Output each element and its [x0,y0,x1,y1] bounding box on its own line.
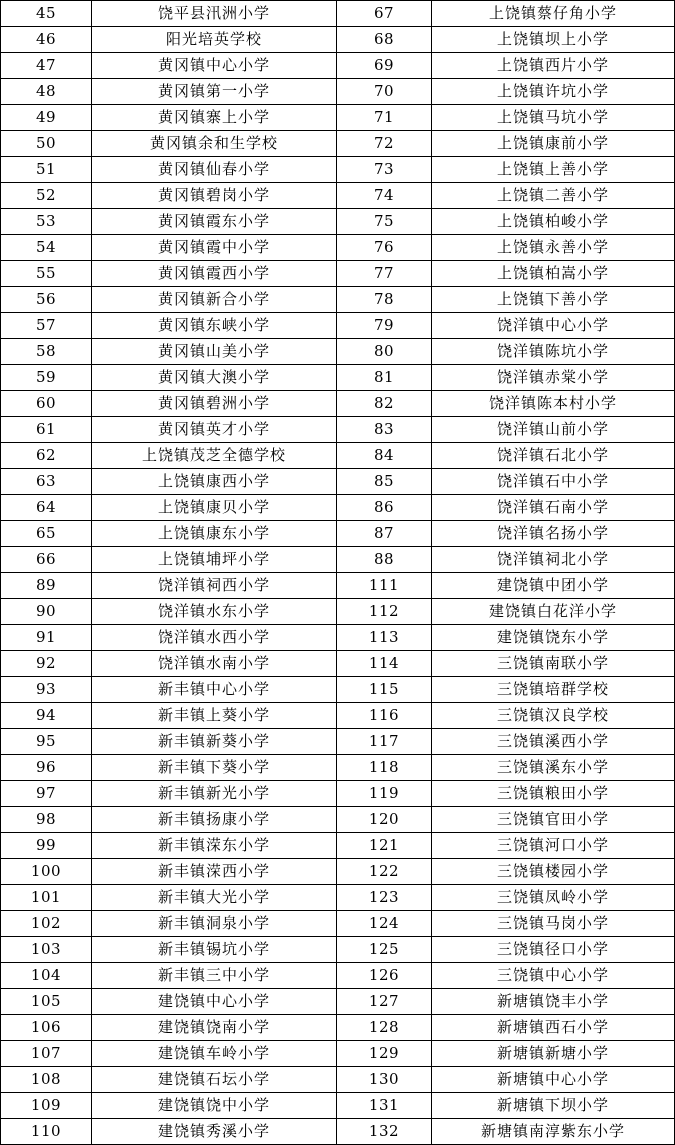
table-row [1,1015,675,1041]
table-row [1,469,675,495]
school-number-cell: 126 [337,963,432,989]
school-name-cell: 新塘镇南淳紫东小学 [432,1119,675,1145]
table-row [1,365,675,391]
school-name-cell: 新塘镇中心小学 [432,1067,675,1093]
school-name-cell: 三饶镇中心小学 [432,963,675,989]
table-row [1,1,675,27]
school-number-cell: 117 [337,729,432,755]
school-number-cell: 119 [337,781,432,807]
school-number-cell: 52 [1,183,92,209]
school-number-cell: 111 [337,573,432,599]
table-row [1,885,675,911]
school-number-cell: 53 [1,209,92,235]
table-row [1,599,675,625]
school-number-cell: 64 [1,495,92,521]
school-number-cell: 102 [1,911,92,937]
school-number-cell: 81 [337,365,432,391]
school-name-cell: 三饶镇河口小学 [432,833,675,859]
school-number-cell: 54 [1,235,92,261]
school-number-cell: 70 [337,79,432,105]
table-row [1,521,675,547]
school-number-cell: 59 [1,365,92,391]
table-row [1,937,675,963]
school-name-cell: 黄冈镇霞西小学 [92,261,337,287]
school-name-cell: 新丰镇新葵小学 [92,729,337,755]
school-number-cell: 76 [337,235,432,261]
school-name-cell: 黄冈镇第一小学 [92,79,337,105]
school-name-cell: 黄冈镇东峡小学 [92,313,337,339]
school-name-cell: 饶洋镇水西小学 [92,625,337,651]
school-name-cell: 黄冈镇霞东小学 [92,209,337,235]
school-name-cell: 新塘镇西石小学 [432,1015,675,1041]
table-row [1,729,675,755]
school-number-cell: 99 [1,833,92,859]
school-number-cell: 124 [337,911,432,937]
school-number-cell: 91 [1,625,92,651]
school-name-cell: 上饶镇下善小学 [432,287,675,313]
school-name-cell: 饶洋镇祠西小学 [92,573,337,599]
school-list-body [1,1,675,1145]
school-name-cell: 饶洋镇山前小学 [432,417,675,443]
table-row [1,651,675,677]
school-name-cell: 饶洋镇石南小学 [432,495,675,521]
school-name-cell: 黄冈镇中心小学 [92,53,337,79]
table-row [1,391,675,417]
table-row [1,209,675,235]
school-name-cell: 上饶镇上善小学 [432,157,675,183]
school-name-cell: 上饶镇永善小学 [432,235,675,261]
school-name-cell: 建饶镇中心小学 [92,989,337,1015]
school-number-cell: 61 [1,417,92,443]
school-number-cell: 80 [337,339,432,365]
school-name-cell: 饶洋镇名扬小学 [432,521,675,547]
school-name-cell: 上饶镇柏峻小学 [432,209,675,235]
school-name-cell: 饶洋镇中心小学 [432,313,675,339]
school-name-cell: 上饶镇西片小学 [432,53,675,79]
school-number-cell: 89 [1,573,92,599]
school-number-cell: 129 [337,1041,432,1067]
school-number-cell: 50 [1,131,92,157]
school-name-cell: 饶洋镇陈坑小学 [432,339,675,365]
table-row [1,287,675,313]
school-name-cell: 新丰镇三中小学 [92,963,337,989]
school-name-cell: 建饶镇白花洋小学 [432,599,675,625]
school-name-cell: 黄冈镇碧洲小学 [92,391,337,417]
school-number-cell: 51 [1,157,92,183]
school-number-cell: 106 [1,1015,92,1041]
school-name-cell: 上饶镇二善小学 [432,183,675,209]
table-row [1,235,675,261]
school-number-cell: 66 [1,547,92,573]
school-name-cell: 饶洋镇祠北小学 [432,547,675,573]
table-row [1,859,675,885]
school-number-cell: 97 [1,781,92,807]
school-name-cell: 上饶镇柏嵩小学 [432,261,675,287]
table-row [1,573,675,599]
table-row [1,183,675,209]
school-name-cell: 黄冈镇碧岗小学 [92,183,337,209]
school-name-cell: 新丰镇扬康小学 [92,807,337,833]
school-number-cell: 55 [1,261,92,287]
table-row [1,131,675,157]
school-number-cell: 92 [1,651,92,677]
table-row [1,443,675,469]
school-name-cell: 饶洋镇水南小学 [92,651,337,677]
school-name-cell: 建饶镇秀溪小学 [92,1119,337,1145]
school-number-cell: 82 [337,391,432,417]
school-name-cell: 黄冈镇山美小学 [92,339,337,365]
school-number-cell: 93 [1,677,92,703]
school-name-cell: 三饶镇径口小学 [432,937,675,963]
school-number-cell: 113 [337,625,432,651]
school-name-cell: 饶平县汛洲小学 [92,1,337,27]
school-name-cell: 三饶镇溪西小学 [432,729,675,755]
school-name-cell: 建饶镇中团小学 [432,573,675,599]
school-number-cell: 57 [1,313,92,339]
school-number-cell: 104 [1,963,92,989]
school-number-cell: 84 [337,443,432,469]
school-name-cell: 新丰镇上葵小学 [92,703,337,729]
school-number-cell: 95 [1,729,92,755]
school-number-cell: 110 [1,1119,92,1145]
school-name-cell: 新丰镇下葵小学 [92,755,337,781]
school-name-cell: 饶洋镇石北小学 [432,443,675,469]
school-number-cell: 62 [1,443,92,469]
table-row [1,755,675,781]
school-number-cell: 103 [1,937,92,963]
table-row [1,1067,675,1093]
school-name-cell: 三饶镇楼园小学 [432,859,675,885]
school-name-cell: 上饶镇康前小学 [432,131,675,157]
school-number-cell: 116 [337,703,432,729]
school-number-cell: 128 [337,1015,432,1041]
school-number-cell: 88 [337,547,432,573]
table-row [1,27,675,53]
school-name-cell: 上饶镇埔坪小学 [92,547,337,573]
school-number-cell: 48 [1,79,92,105]
table-row [1,79,675,105]
school-name-cell: 建饶镇石坛小学 [92,1067,337,1093]
table-row [1,1119,675,1145]
table-row [1,625,675,651]
school-name-cell: 阳光培英学校 [92,27,337,53]
school-name-cell: 上饶镇许坑小学 [432,79,675,105]
school-name-cell: 上饶镇康东小学 [92,521,337,547]
school-number-cell: 122 [337,859,432,885]
school-name-cell: 黄冈镇霞中小学 [92,235,337,261]
school-number-cell: 125 [337,937,432,963]
school-name-cell: 建饶镇车岭小学 [92,1041,337,1067]
school-number-cell: 108 [1,1067,92,1093]
table-row [1,157,675,183]
school-name-cell: 建饶镇饶东小学 [432,625,675,651]
school-name-cell: 黄冈镇大澳小学 [92,365,337,391]
school-name-cell: 饶洋镇赤棠小学 [432,365,675,391]
school-number-cell: 74 [337,183,432,209]
school-number-cell: 118 [337,755,432,781]
school-name-cell: 新丰镇中心小学 [92,677,337,703]
school-number-cell: 112 [337,599,432,625]
school-number-cell: 79 [337,313,432,339]
school-number-cell: 94 [1,703,92,729]
school-number-cell: 101 [1,885,92,911]
school-number-cell: 120 [337,807,432,833]
table-row [1,53,675,79]
school-name-cell: 三饶镇培群学校 [432,677,675,703]
school-name-cell: 上饶镇蔡仔角小学 [432,1,675,27]
school-number-cell: 68 [337,27,432,53]
school-name-cell: 新塘镇新塘小学 [432,1041,675,1067]
school-name-cell: 建饶镇饶中小学 [92,1093,337,1119]
school-name-cell: 三饶镇官田小学 [432,807,675,833]
school-name-cell: 上饶镇康西小学 [92,469,337,495]
school-name-cell: 新塘镇下坝小学 [432,1093,675,1119]
school-number-cell: 121 [337,833,432,859]
school-number-cell: 127 [337,989,432,1015]
school-number-cell: 65 [1,521,92,547]
school-name-cell: 三饶镇马岗小学 [432,911,675,937]
school-number-cell: 83 [337,417,432,443]
school-number-cell: 114 [337,651,432,677]
school-name-cell: 饶洋镇陈本村小学 [432,391,675,417]
school-number-cell: 132 [337,1119,432,1145]
table-row [1,313,675,339]
school-number-cell: 60 [1,391,92,417]
school-number-cell: 105 [1,989,92,1015]
school-name-cell: 新塘镇饶丰小学 [432,989,675,1015]
school-name-cell: 饶洋镇水东小学 [92,599,337,625]
school-number-cell: 69 [337,53,432,79]
school-number-cell: 73 [337,157,432,183]
school-name-cell: 饶洋镇石中小学 [432,469,675,495]
school-number-cell: 71 [337,105,432,131]
school-name-cell: 新丰镇溁东小学 [92,833,337,859]
table-row [1,105,675,131]
school-number-cell: 107 [1,1041,92,1067]
school-name-cell: 三饶镇粮田小学 [432,781,675,807]
table-row [1,807,675,833]
school-number-cell: 86 [337,495,432,521]
school-name-cell: 三饶镇溪东小学 [432,755,675,781]
school-number-cell: 47 [1,53,92,79]
table-row [1,781,675,807]
table-row [1,417,675,443]
school-number-cell: 67 [337,1,432,27]
school-name-cell: 黄冈镇英才小学 [92,417,337,443]
table-row [1,833,675,859]
table-row [1,261,675,287]
school-number-cell: 87 [337,521,432,547]
school-number-cell: 56 [1,287,92,313]
table-row [1,963,675,989]
school-number-cell: 58 [1,339,92,365]
school-name-cell: 黄冈镇新合小学 [92,287,337,313]
school-name-cell: 黄冈镇寨上小学 [92,105,337,131]
school-name-cell: 上饶镇茂芝全德学校 [92,443,337,469]
school-number-cell: 78 [337,287,432,313]
school-name-cell: 建饶镇饶南小学 [92,1015,337,1041]
table-row [1,677,675,703]
table-row [1,911,675,937]
school-name-cell: 三饶镇凤岭小学 [432,885,675,911]
school-number-cell: 115 [337,677,432,703]
school-number-cell: 85 [337,469,432,495]
table-row [1,1093,675,1119]
table-row [1,495,675,521]
school-number-cell: 45 [1,1,92,27]
school-name-cell: 新丰镇大光小学 [92,885,337,911]
school-number-cell: 109 [1,1093,92,1119]
table-row [1,703,675,729]
table-row [1,339,675,365]
table-row [1,547,675,573]
school-name-cell: 新丰镇新光小学 [92,781,337,807]
school-name-cell: 三饶镇汉良学校 [432,703,675,729]
school-number-cell: 49 [1,105,92,131]
table-row [1,1041,675,1067]
school-name-cell: 新丰镇溁西小学 [92,859,337,885]
school-number-cell: 100 [1,859,92,885]
school-number-cell: 131 [337,1093,432,1119]
school-name-cell: 三饶镇南联小学 [432,651,675,677]
school-number-cell: 90 [1,599,92,625]
school-name-cell: 黄冈镇余和生学校 [92,131,337,157]
school-number-cell: 72 [337,131,432,157]
school-number-cell: 46 [1,27,92,53]
school-name-cell: 新丰镇锡坑小学 [92,937,337,963]
school-number-cell: 77 [337,261,432,287]
school-name-cell: 上饶镇康贝小学 [92,495,337,521]
school-number-cell: 75 [337,209,432,235]
school-number-cell: 96 [1,755,92,781]
school-name-cell: 黄冈镇仙春小学 [92,157,337,183]
school-number-cell: 63 [1,469,92,495]
table-row [1,989,675,1015]
school-number-cell: 123 [337,885,432,911]
school-name-cell: 新丰镇洞泉小学 [92,911,337,937]
school-name-cell: 上饶镇马坑小学 [432,105,675,131]
school-name-cell: 上饶镇坝上小学 [432,27,675,53]
school-number-cell: 98 [1,807,92,833]
school-number-cell: 130 [337,1067,432,1093]
